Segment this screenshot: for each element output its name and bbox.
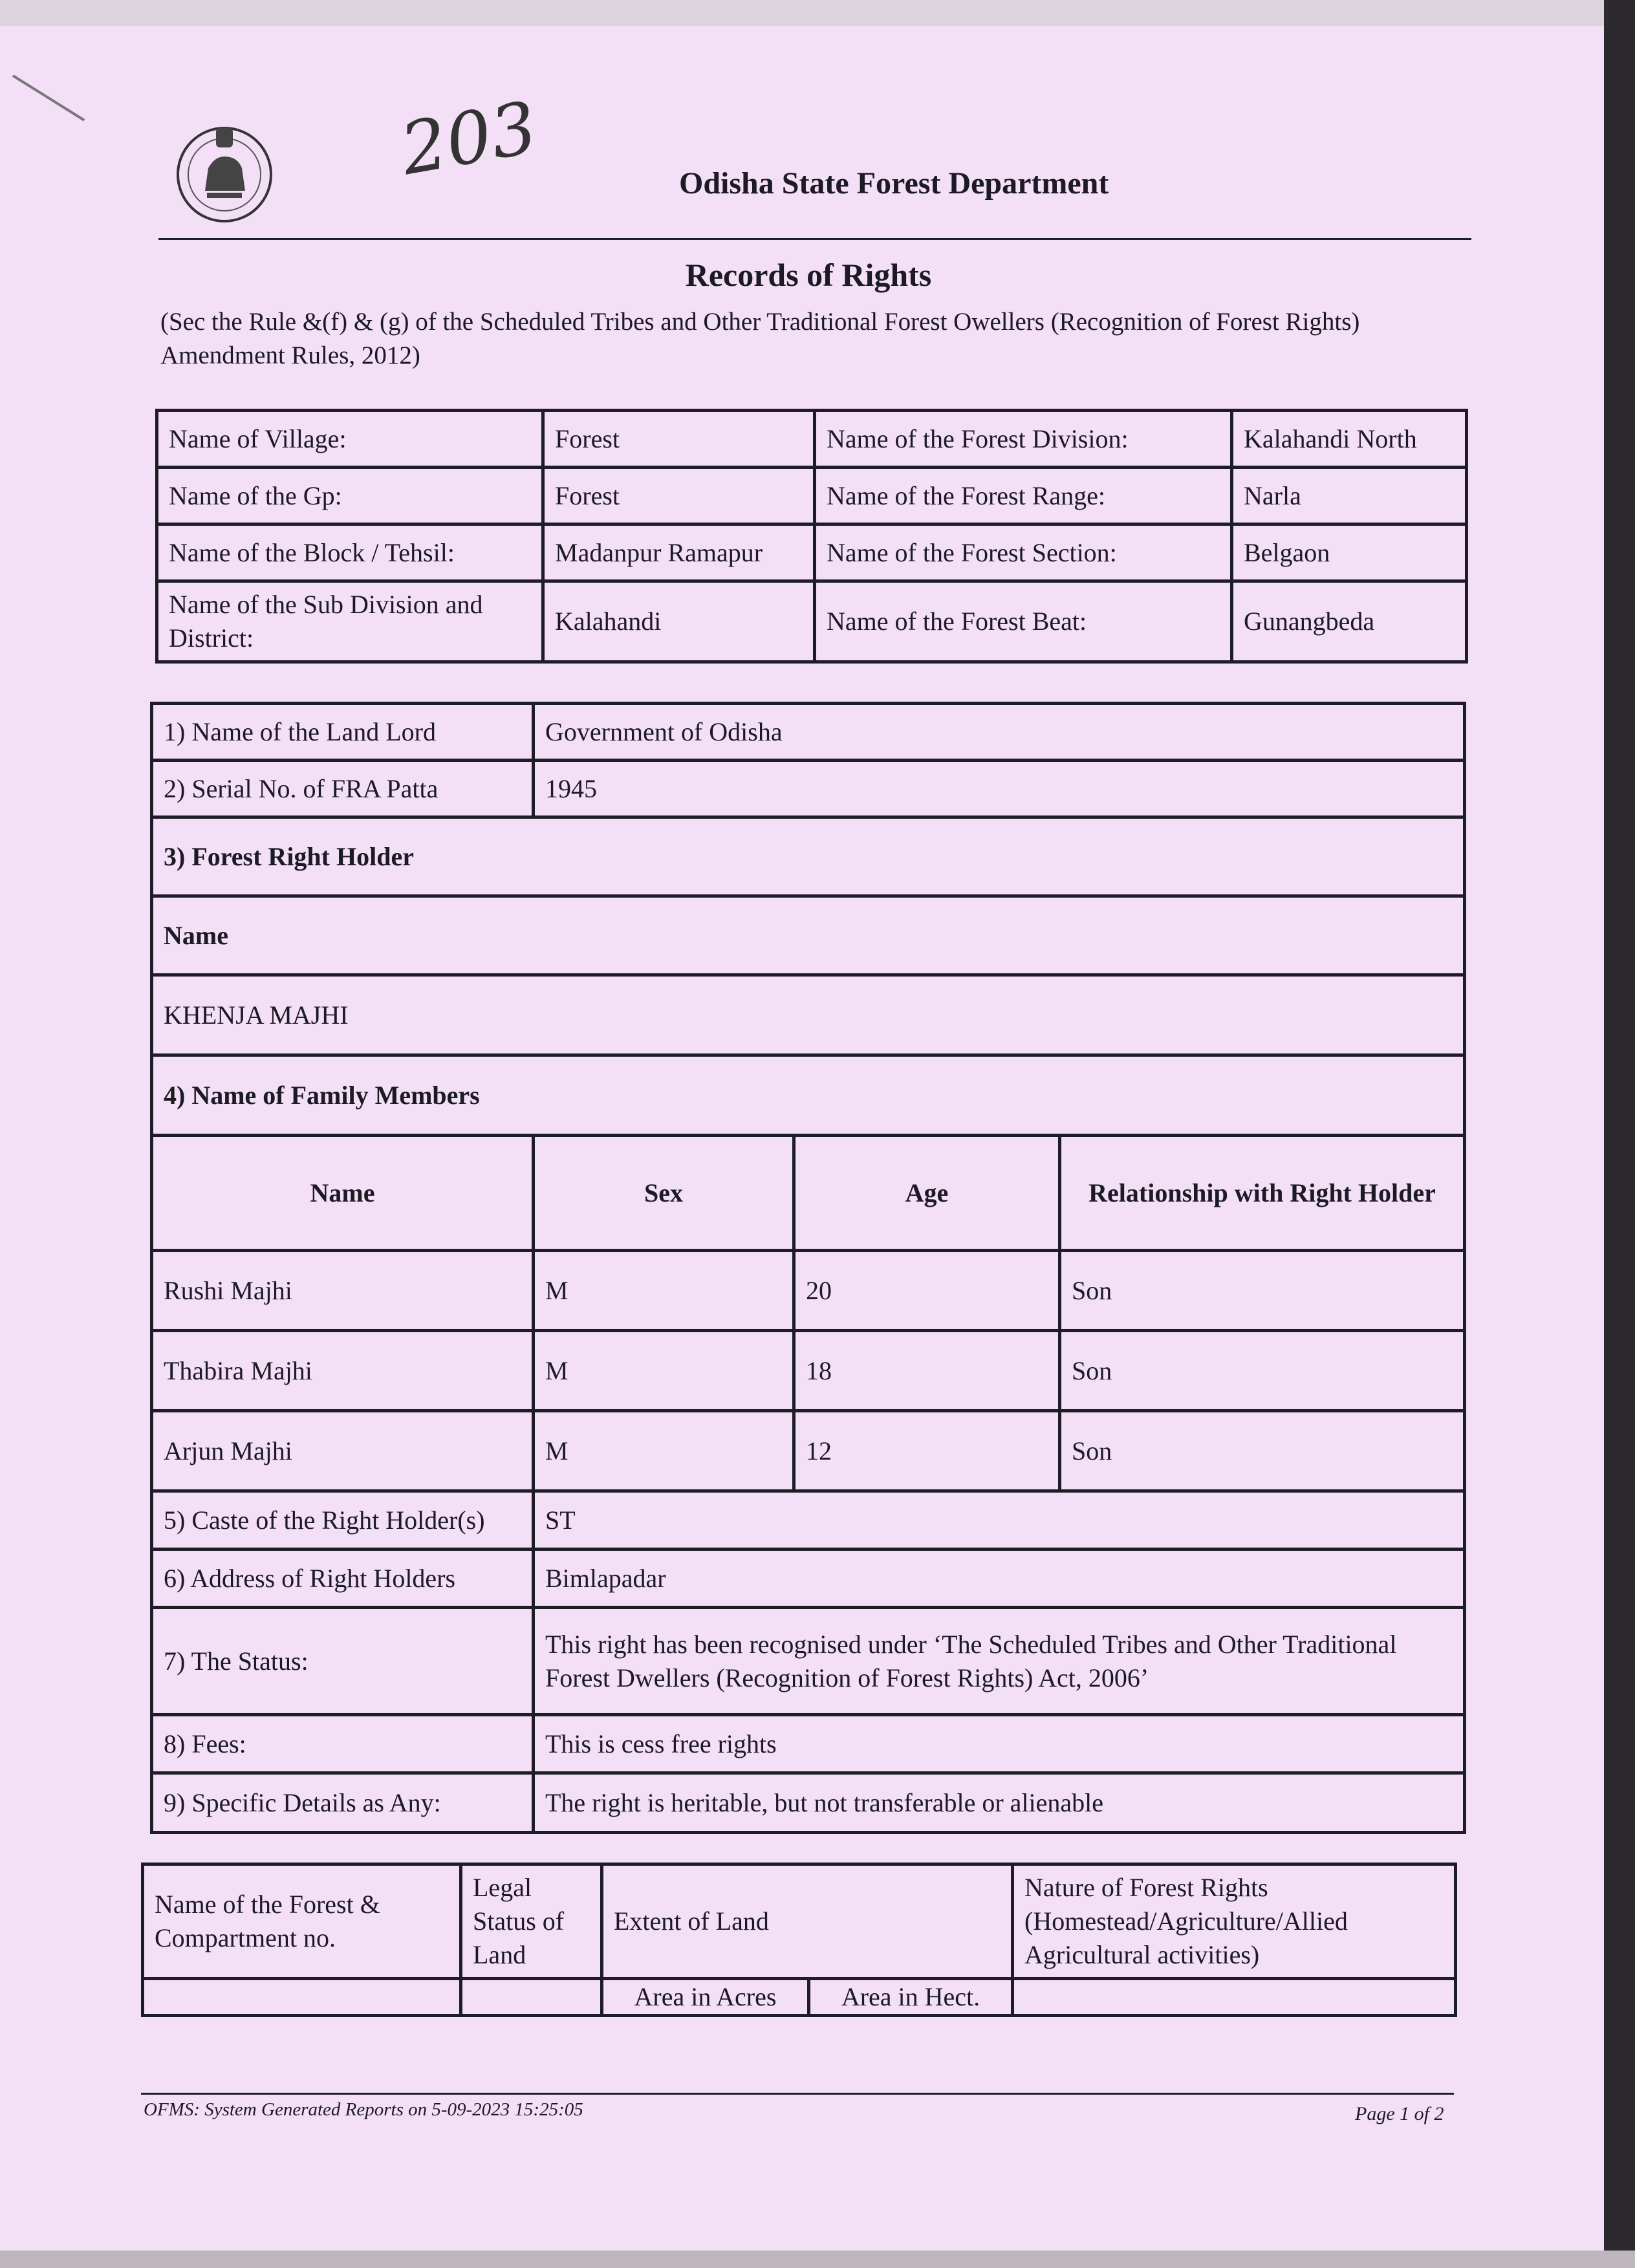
col-sex-header: Sex (534, 1136, 794, 1251)
fees-value: This is cess free rights (534, 1715, 1465, 1773)
member-age: 20 (794, 1251, 1060, 1331)
member-relation: Son (1060, 1411, 1465, 1491)
status-row (152, 1608, 1465, 1715)
extent-of-land-header: Extent of Land (602, 1864, 1013, 1979)
serial-value: 1945 (534, 761, 1465, 817)
nature-of-rights-cell (1013, 1979, 1456, 2016)
land-lord-row (152, 704, 1465, 761)
land-lord-label: 1) Name of the Land Lord (152, 704, 534, 761)
family-heading: 4) Name of Family Members (152, 1055, 1465, 1136)
member-name: Rushi Majhi (152, 1251, 534, 1331)
details-row (152, 1773, 1465, 1833)
location-row (157, 411, 1467, 468)
serial-row (152, 761, 1465, 817)
legal-status-header: Legal Status of Land (461, 1864, 602, 1979)
rights-table (150, 702, 1466, 1834)
block-label: Name of the Block / Tehsil: (157, 524, 543, 581)
address-value: Bimlapadar (534, 1550, 1465, 1608)
header-divider (158, 238, 1471, 240)
name-heading: Name (152, 896, 1465, 975)
col-name-header: Name (152, 1136, 534, 1251)
serial-label: 2) Serial No. of FRA Patta (152, 761, 534, 817)
legal-status-cell (461, 1979, 602, 2016)
address-row (152, 1550, 1465, 1608)
location-table (155, 409, 1468, 664)
member-sex: M (534, 1331, 794, 1411)
area-hect-header: Area in Hect. (809, 1979, 1013, 2016)
caste-label: 5) Caste of the Right Holder(s) (152, 1491, 534, 1550)
location-row (157, 468, 1467, 524)
footer-generated: OFMS: System Generated Reports on 5-09-2023 15:25:05 (144, 2099, 583, 2120)
holder-name: KHENJA MAJHI (152, 975, 1465, 1055)
range-label: Name of the Forest Range: (815, 468, 1232, 524)
subdivision-value: Kalahandi (543, 581, 815, 662)
village-value: Forest (543, 411, 815, 468)
beat-label: Name of the Forest Beat: (815, 581, 1232, 662)
nature-of-rights-header: Nature of Forest Rights (Homestead/Agriculture/Allied Agricultural activities) (1013, 1864, 1456, 1979)
fees-row (152, 1715, 1465, 1773)
village-label: Name of Village: (157, 411, 543, 468)
member-name: Arjun Majhi (152, 1411, 534, 1491)
member-sex: M (534, 1251, 794, 1331)
details-label: 9) Specific Details as Any: (152, 1773, 534, 1833)
scan-edge-shadow (1604, 0, 1635, 2268)
member-age: 18 (794, 1331, 1060, 1411)
caste-value: ST (534, 1491, 1465, 1550)
member-sex: M (534, 1411, 794, 1491)
caste-row (152, 1491, 1465, 1550)
details-value: The right is heritable, but not transferable or alienable (534, 1773, 1465, 1833)
subdivision-label: Name of the Sub Division and District: (157, 581, 543, 662)
address-label: 6) Address of Right Holders (152, 1550, 534, 1608)
handwritten-number: 203 (395, 85, 543, 191)
area-acres-header: Area in Acres (602, 1979, 809, 2016)
holder-heading: 3) Forest Right Holder (152, 817, 1465, 896)
location-row (157, 581, 1467, 662)
location-row (157, 524, 1467, 581)
range-value: Narla (1232, 468, 1467, 524)
page-number: Page 1 of 2 (1355, 2103, 1444, 2124)
family-header-row (152, 1136, 1465, 1251)
member-relation: Son (1060, 1331, 1465, 1411)
footer-divider (141, 2093, 1454, 2095)
forest-compartment-header: Name of the Forest & Compartment no. (143, 1864, 461, 1979)
page-title: Records of Rights (685, 257, 932, 293)
department-name: Odisha State Forest Department (679, 166, 1109, 200)
beat-value: Gunangbeda (1232, 581, 1467, 662)
table-row (152, 1251, 1465, 1331)
status-value: This right has been recognised under ‘The Scheduled Tribes and Other Traditional Forest Dwellers (Recognition of Forest Rights) Act, 2006’ (534, 1608, 1465, 1715)
member-age: 12 (794, 1411, 1060, 1491)
member-name: Thabira Majhi (152, 1331, 534, 1411)
table-row (152, 1331, 1465, 1411)
land-lord-value: Government of Odisha (534, 704, 1465, 761)
section-label: Name of the Forest Section: (815, 524, 1232, 581)
col-age-header: Age (794, 1136, 1060, 1251)
scan-bottom-edge (0, 2251, 1635, 2268)
gp-value: Forest (543, 468, 815, 524)
col-relationship-header: Relationship with Right Holder (1060, 1136, 1465, 1251)
table-row (152, 1411, 1465, 1491)
land-table (141, 1863, 1457, 2017)
status-label: 7) The Status: (152, 1608, 534, 1715)
member-relation: Son (1060, 1251, 1465, 1331)
gp-label: Name of the Gp: (157, 468, 543, 524)
forest-compartment-cell (143, 1979, 461, 2016)
odisha-emblem-icon (169, 116, 279, 226)
division-value: Kalahandi North (1232, 411, 1467, 468)
rule-reference: (Sec the Rule &(f) & (g) of the Scheduled Tribes and Other Traditional Forest Owellers (Recognition of Forest Rights) Amendment Rules, 2012) (160, 308, 1360, 369)
block-value: Madanpur Ramapur (543, 524, 815, 581)
division-label: Name of the Forest Division: (815, 411, 1232, 468)
fees-label: 8) Fees: (152, 1715, 534, 1773)
section-value: Belgaon (1232, 524, 1467, 581)
